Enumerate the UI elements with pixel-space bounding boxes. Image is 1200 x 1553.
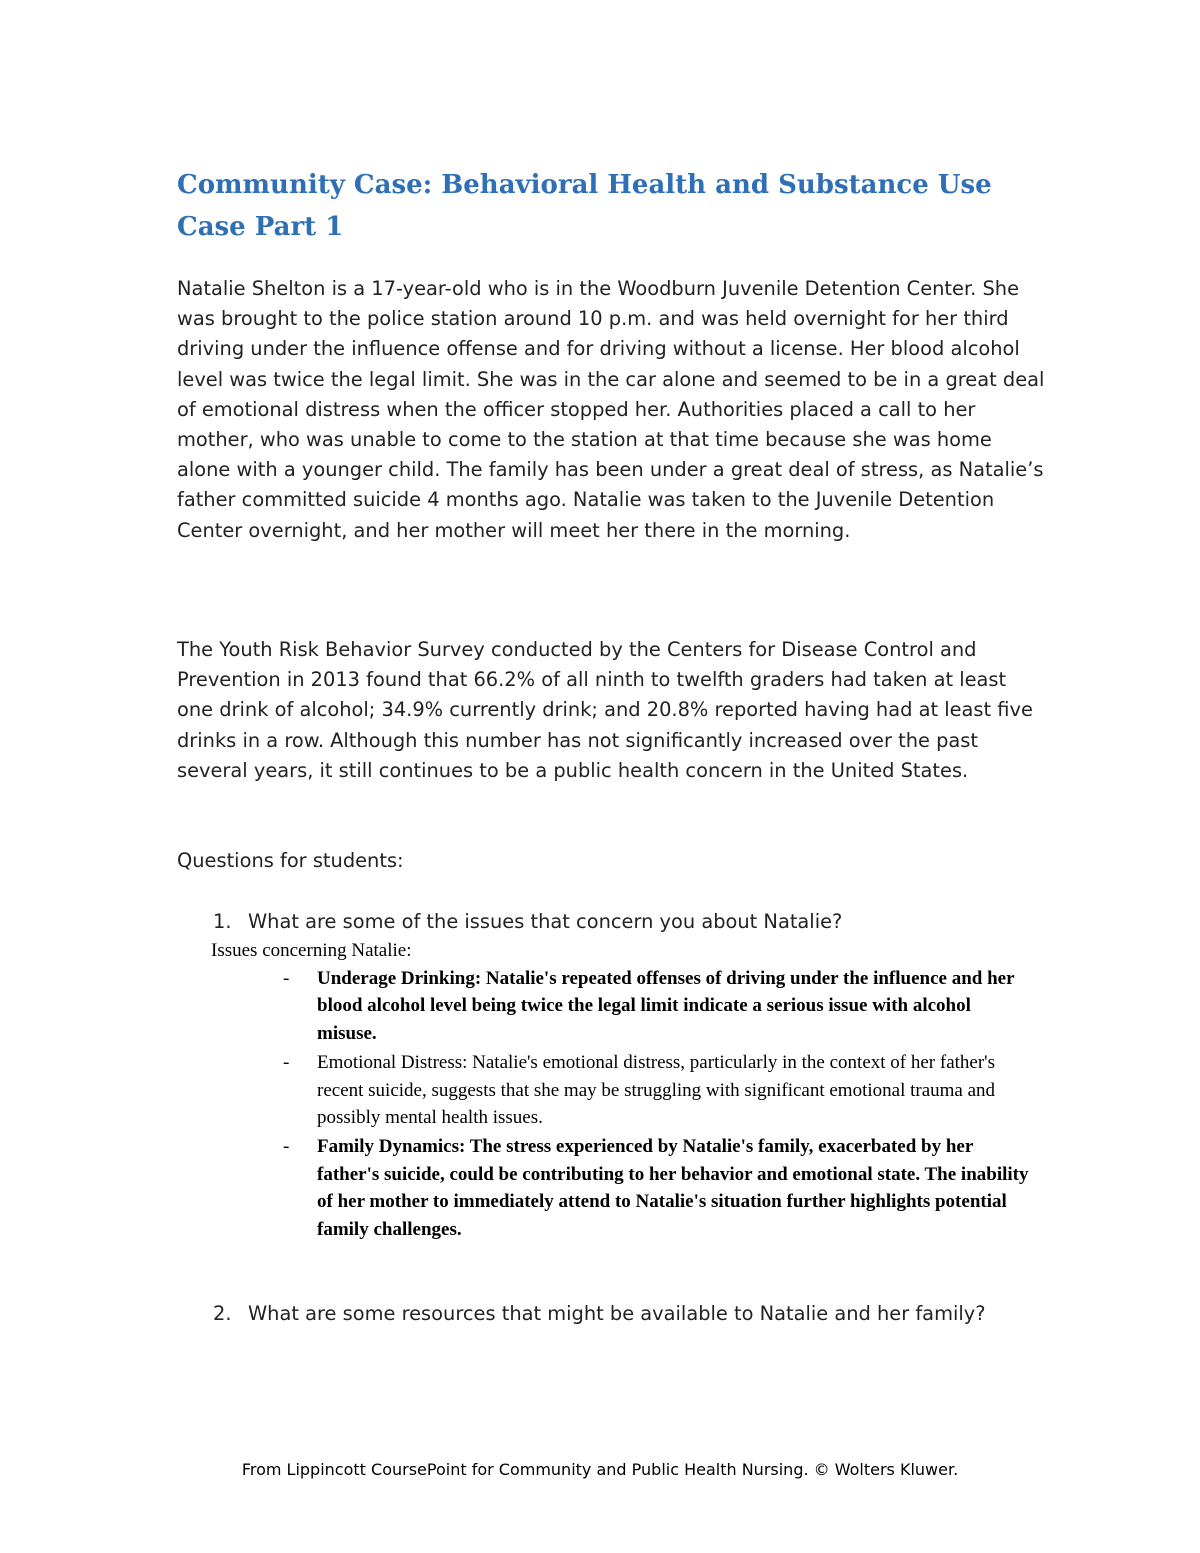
- document-title: Community Case: Behavioral Health and Substance Use Case Part 1: [177, 170, 992, 242]
- case-paragraph-1: Natalie Shelton is a 17-year-old who is in the Woodburn Juvenile Detention Center. She was brought to the police station around 10 p.m. and was held overnight for her third driving under the influence offense and for driving without a license. Her blood alcohol level was twice the legal limit. She was in the car alone and seemed to be in a great deal of emotional distress when the officer stopped her. Authorities placed a call to her mother, who was unable to come to the station at that time because she was home alone with a younger child. The family has been under a great deal of stress, as Natalie’s father committed suicide 4 months ago. Natalie was taken to the Juvenile Detention Center overnight, and her mother will meet her there in the morning.: [177, 277, 1045, 542]
- question-2-text: What are some resources that might be available to Natalie and her family?: [248, 1302, 986, 1325]
- list-item-text: Emotional Distress: Natalie's emotional distress, particularly in the context of her father's recent suicide, suggests that she may be struggling with significant emotional trauma and possibly mental health issues.: [317, 1052, 996, 1129]
- questions-label: Questions for students:: [177, 849, 404, 872]
- question-2-number: 2.: [213, 1302, 232, 1325]
- page-footer: From Lippincott CoursePoint for Community and Public Health Nursing. © Wolters Kluwer.: [241, 1460, 959, 1479]
- answer-1-heading: Issues concerning Natalie:: [211, 940, 412, 961]
- answer-1-item-family-dynamics: [283, 1133, 1033, 1243]
- answer-1-item-emotional-distress: [283, 1049, 1033, 1131]
- list-item-text: Underage Drinking: Natalie's repeated offenses of driving under the influence and her blood alcohol level being twice the legal limit indicate a serious issue with alcohol misuse.: [317, 968, 1015, 1044]
- answer-1-item-underage-drinking: [283, 965, 1033, 1047]
- list-dash: -: [283, 1052, 290, 1074]
- question-1-number: 1.: [213, 910, 232, 933]
- answer-1-list: [283, 965, 1033, 1245]
- list-item-text: Family Dynamics: The stress experienced by Natalie's family, exacerbated by her father's suicide, could be contributing to her behavior and emotional state. The inability of her mother to immediately attend to Natalie's situation further highlights potential family challenges.: [317, 1136, 1029, 1240]
- list-dash: -: [283, 1136, 290, 1158]
- case-paragraph-2: The Youth Risk Behavior Survey conducted by the Centers for Disease Control and Prevention in 2013 found that 66.2% of all ninth to twelfth graders had taken at least one drink of alcohol; 34.9% currently drink; and 20.8% reported having had at least five drinks in a row. Although this number has not significantly increased over the past several years, it still continues to be a public health concern in the United States.: [177, 638, 1033, 782]
- list-dash: -: [283, 968, 290, 989]
- question-1-text: What are some of the issues that concern you about Natalie?: [248, 910, 843, 933]
